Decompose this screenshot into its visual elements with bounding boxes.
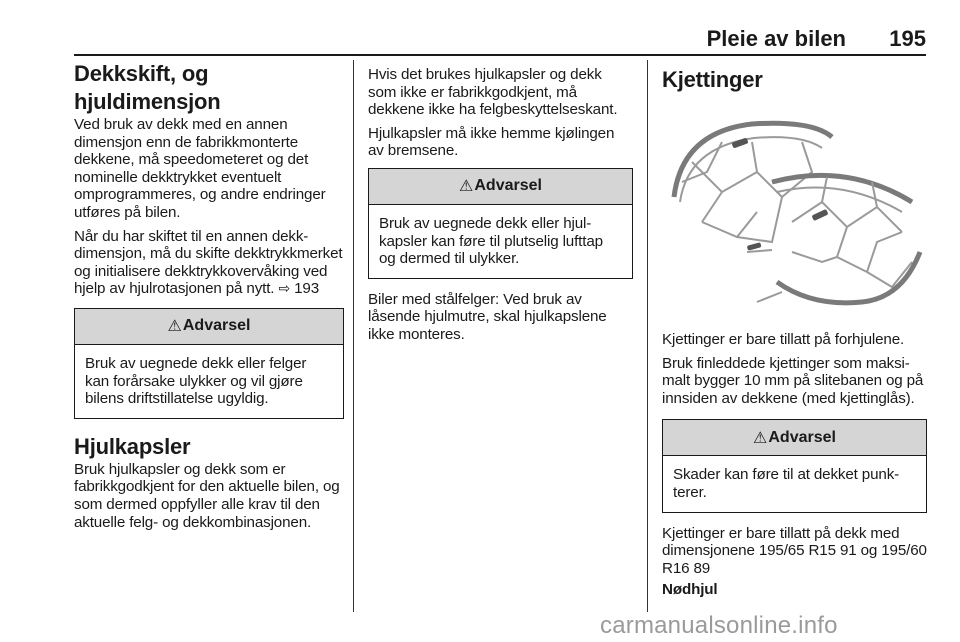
heading-snow-chains: Kjettinger: [662, 67, 763, 92]
page-number: 195: [889, 26, 926, 51]
warning-header: ⚠ Advarsel: [369, 169, 632, 205]
paragraph-hubcaps: Bruk hjulkapsler og dekk som er fabrikkgodkjent for den aktuelle bilen, og som dermed oppfyller alle krav til den aktuelle felg- og dekkombinasjonen.: [74, 460, 340, 531]
paragraph-tire-pressure: Når du har skiftet til en annen dekkdimensjon, må du skifte dekktrykkmerket og initialisere dekktrykkovervåking ved hjelp av hjulrotasjonen på nytt. ⇨ 193: [74, 227, 343, 298]
paragraph-chains-fine: Bruk finleddede kjettinger som maksimalt bygger 10 mm på slitebanen og på innsiden av dekkene (med kjettinglås).: [662, 354, 924, 407]
section-title: Pleie av bilen: [706, 26, 846, 51]
snow-chain-illustration: [662, 102, 926, 312]
column-divider-2: [647, 60, 648, 612]
warning-header: ⚠ Advarsel: [663, 420, 926, 456]
warning-box-hubcaps: [368, 168, 633, 279]
page-header: [74, 26, 926, 54]
heading-hubcaps: Hjulkapsler: [74, 433, 191, 459]
paragraph-steel-rims: Biler med stålfelger: Ved bruk av låsende hjulmutre, skal hjulkapslene ikke monteres.: [368, 290, 607, 343]
subheading-spare-wheel: Nødhjul: [662, 581, 718, 599]
page-reference-arrow-icon: ⇨: [278, 280, 291, 297]
warning-text: Bruk av uegnede dekk eller hjulkapsler kan føre til plutselig lufttap og dermed til ulykker.: [379, 214, 603, 268]
column-3: [662, 60, 927, 599]
column-2: [368, 66, 633, 344]
warning-box-chains: [662, 419, 927, 512]
column-divider-1: [353, 60, 354, 612]
warning-triangle-icon: ⚠: [459, 178, 474, 196]
watermark: carmanualsonline.info: [600, 612, 838, 639]
warning-triangle-icon: ⚠: [167, 318, 182, 336]
warning-header: ⚠ Advarsel: [75, 309, 343, 345]
paragraph-chains-front: Kjettinger er bare tillatt på forhjulene.: [662, 331, 905, 348]
column-1: [74, 60, 344, 531]
paragraph-tire-dimension: Ved bruk av dekk med en annen dimensjon enn de fabrikkmonterte dekkene, må speedometeret og det nominelle dekktrykket eventuelt omprogrammeres, og andre endringer utføres på bilen.: [74, 116, 326, 221]
page-reference-link[interactable]: 193: [294, 280, 320, 298]
warning-triangle-icon: ⚠: [753, 429, 768, 447]
warning-text: Bruk av uegnede dekk eller felger kan forårsake ulykker og vil gjøre bilens driftstillatelse ugyldig.: [85, 354, 307, 408]
warning-box-tires: [74, 308, 344, 419]
paragraph-chain-dimensions: Kjettinger er bare tillatt på dekk med dimensjonene 195/65 R15 91 og 195/60 R16 89: [662, 524, 927, 577]
header-rule: [74, 54, 926, 56]
heading-tire-change: Dekkskift, og hjuldimensjon: [74, 61, 221, 114]
paragraph-hubcaps-unapproved: Hvis det brukes hjulkapsler og dekk som ikke er fabrikkgodkjent, må dekkene ikke ha felgbeskyttelseskant.: [368, 66, 618, 119]
paragraph-hubcaps-cooling: Hjulkapsler må ikke hemme kjølingen av bremsene.: [368, 124, 615, 160]
warning-text: Skader kan føre til at dekket punkterer.: [673, 466, 900, 501]
